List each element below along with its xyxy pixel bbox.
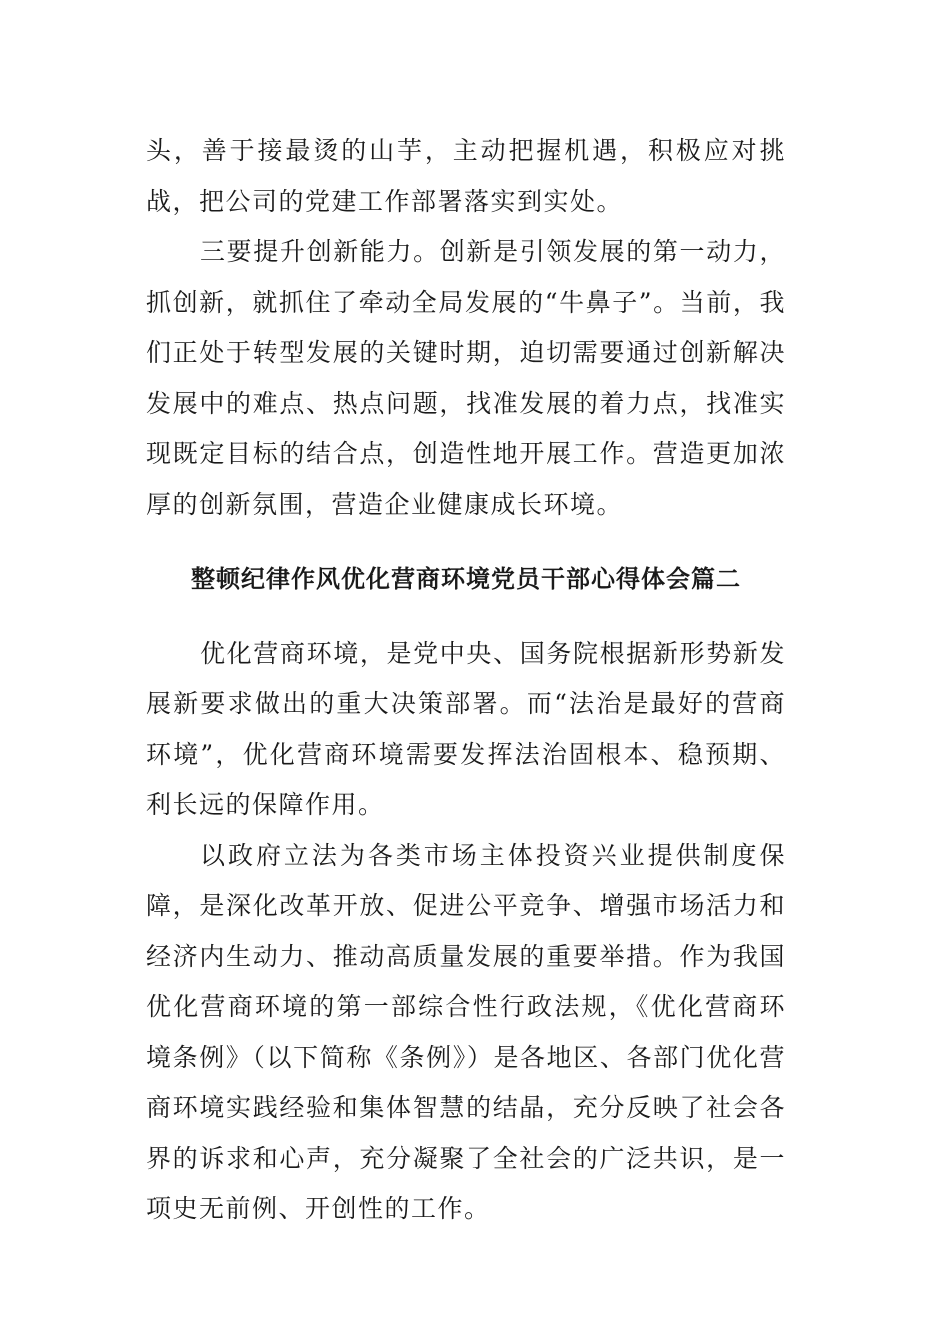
section-heading: 整顿纪律作风优化营商环境党员干部心得体会篇二 (191, 565, 741, 593)
paragraph-government-legislation: 以政府立法为各类市场主体投资兴业提供制度保障，是深化改革开放、促进公平竞争、增强市场活力和经济内生动力、推动高质量发展的重要举措。作为我国优化营商环境的第一部综合性行政法规，《优化营商环境条例》（以下简称《条例》）是各地区、各部门优化营商环境实践经验和集体智慧的结晶，充分反映了社会各界的诉求和心声，充分凝聚了全社会的广泛共识，是一项史无前例、开创性的工作。 (146, 840, 786, 1223)
paragraph-continuation: 头，善于接最烫的山芋，主动把握机遇，积极应对挑战，把公司的党建工作部署落实到实处。 (146, 136, 786, 216)
paragraph-business-environment: 优化营商环境，是党中央、国务院根据新形势新发展新要求做出的重大决策部署。而“法治是最好的营商环境”，优化营商环境需要发挥法治固根本、稳预期、利长远的保障作用。 (146, 638, 786, 819)
document-body (146, 126, 786, 1235)
paragraph-innovation: 三要提升创新能力。创新是引领发展的第一动力，抓创新，就抓住了牵动全局发展的“牛鼻子”。当前，我们正处于转型发展的关键时期，迫切需要通过创新解决发展中的难点、热点问题，找准发展的着力点，找准实现既定目标的结合点，创造性地开展工作。营造更加浓厚的创新氛围，营造企业健康成长环境。 (146, 237, 786, 519)
